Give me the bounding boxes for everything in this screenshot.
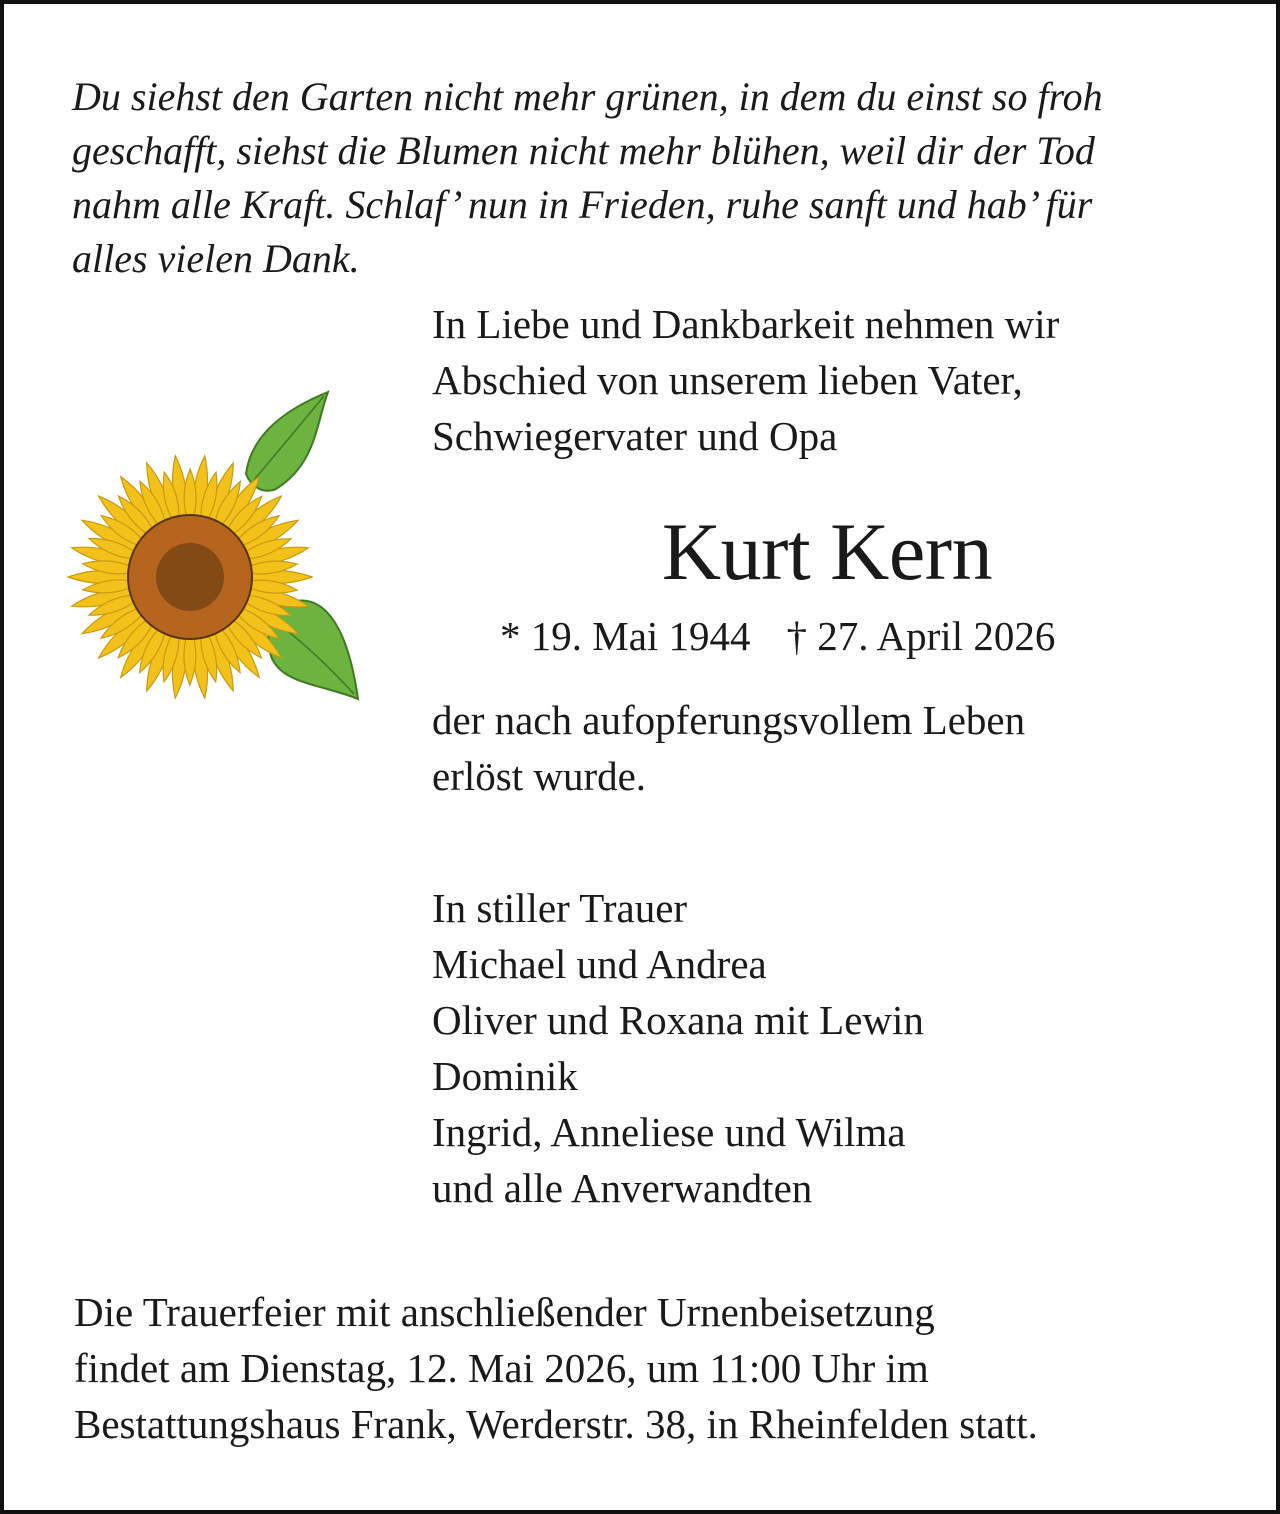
verse-line: geschafft, siehst die Blumen nicht mehr blühen, weil dir der Tod [72,128,1095,173]
service-line: Bestattungshaus Frank, Werderstr. 38, in Rheinfelden statt. [74,1401,1038,1447]
mourner-entry: Dominik [432,1053,578,1099]
mourner-entry: und alle Anverwandten [432,1165,813,1211]
funeral-service-info [74,1284,1038,1452]
birth-date: * 19. Mai 1944 [500,613,751,659]
mourners-list [432,880,924,1216]
closing-line: der nach aufopferungsvollem Leben [432,697,1026,743]
life-dates [500,608,1055,664]
closing-phrase [432,692,1025,804]
intro-text [432,296,1059,464]
sunflower-illustration [66,384,366,704]
service-line: Die Trauerfeier mit anschließender Urnenbeisetzung [74,1289,935,1335]
verse-line: Du siehst den Garten nicht mehr grünen, in dem du einst so froh [72,74,1103,119]
memorial-verse [72,70,1232,286]
service-line: findet am Dienstag, 12. Mai 2026, um 11:00 Uhr im [74,1345,929,1391]
mourner-entry: Michael und Andrea [432,941,767,987]
closing-line: erlöst wurde. [432,753,647,799]
mourner-entry: Oliver und Roxana mit Lewin [432,997,924,1043]
intro-line: Abschied von unserem lieben Vater, [432,357,1023,403]
verse-line: nahm alle Kraft. Schlaf’ nun in Frieden, ruhe sanft und hab’ für [72,182,1093,227]
intro-line: In Liebe und Dankbarkeit nehmen wir [432,301,1060,347]
death-date: † 27. April 2026 [786,613,1056,659]
intro-line: Schwiegervater und Opa [432,413,838,459]
mourners-heading: In stiller Trauer [432,885,688,931]
sunflower-core [156,543,224,611]
deceased-name: Kurt Kern [661,506,993,597]
verse-line: alles vielen Dank. [72,236,360,281]
mourner-entry: Ingrid, Anneliese und Wilma [432,1109,906,1155]
